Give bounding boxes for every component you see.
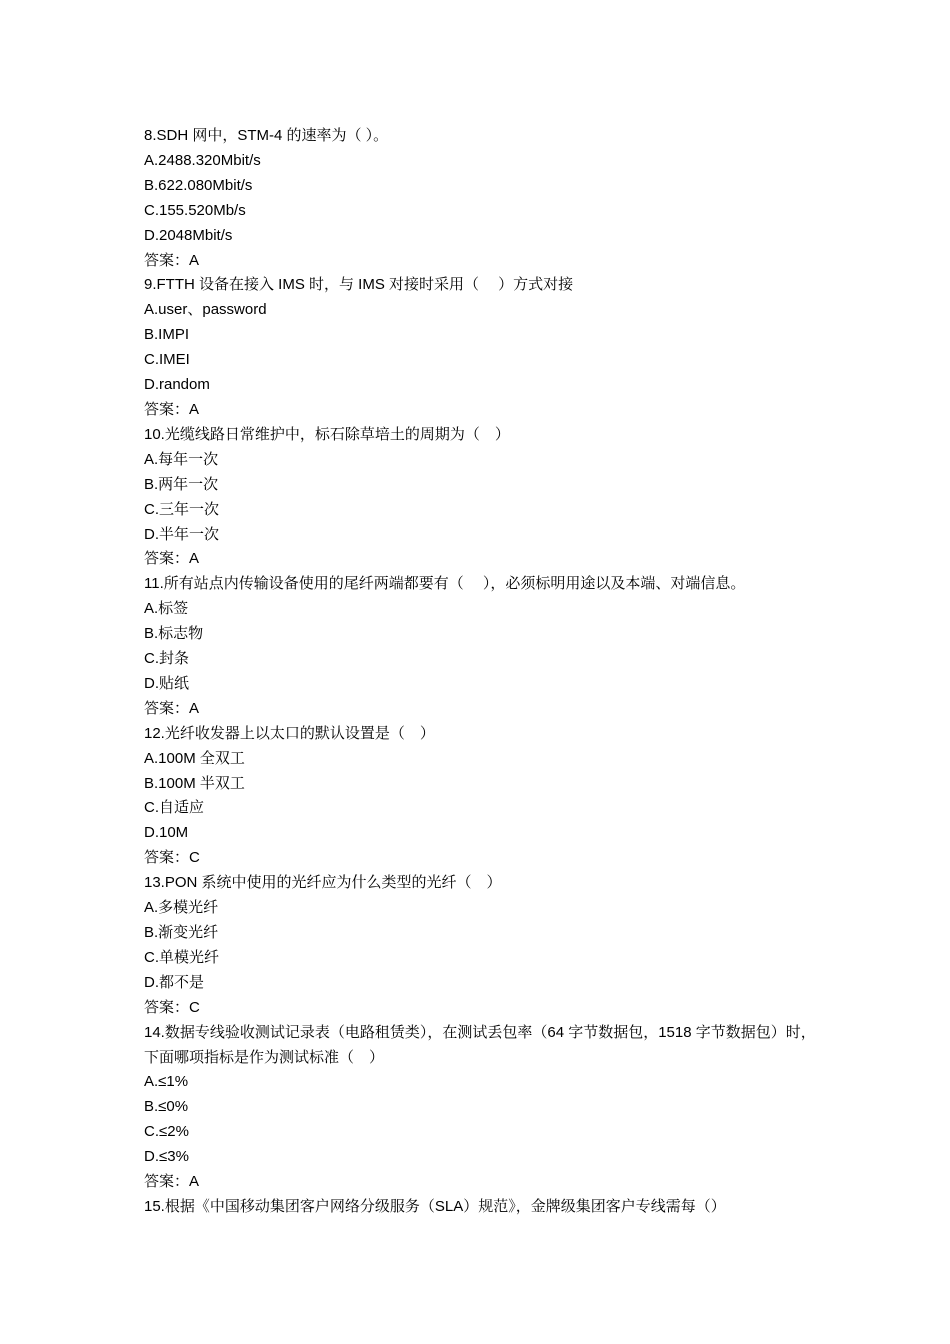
question-11-text: 11.所有站点内传输设备使用的尾纤两端都要有（ ），必须标明用途以及本端、对端信息。 (144, 575, 746, 593)
question-11-option-b: B.标志物 (144, 625, 204, 643)
question-10-option-d: D.半年一次 (144, 525, 220, 543)
question-14-option-a: A.≤1% (144, 1073, 189, 1091)
question-13-option-b: B.渐变光纤 (144, 924, 219, 941)
question-15-text: 15.根据《中国移动集团客户网络分级服务（SLA）规范》，金牌级集团客户专线需每（） (144, 1197, 726, 1215)
question-12-option-b: B.100M 半双工 (144, 774, 245, 792)
question-10-option-b: B.两年一次 (144, 475, 219, 493)
question-13-option-c: C.单模光纤 (144, 948, 220, 966)
question-14-text: 14.数据专线验收测试记录表（电路租赁类），在测试丢包率（64 字节数据包，1518 字节数据包）时，下面哪项指标是作为测试标准（ ） (144, 1023, 816, 1066)
question-10-answer: 答案：A (144, 550, 200, 568)
question-14-option-b: B.≤0% (144, 1098, 189, 1116)
question-10-text: 10.光缆线路日常维护中，标石除草培土的周期为（ ） (144, 425, 510, 443)
question-12-option-a: A.100M 全双工 (144, 749, 245, 767)
question-8-option-a: A.2488.320Mbit/s (144, 151, 261, 169)
question-14-option-c: C.≤2% (144, 1123, 189, 1141)
question-12-option-c: C.自适应 (144, 799, 205, 817)
question-13-text: 13.PON 系统中使用的光纤应为什么类型的光纤（ ） (144, 874, 502, 892)
question-12-answer: 答案：C (144, 849, 200, 867)
question-8-option-d: D.2048Mbit/s (144, 226, 233, 244)
question-11-option-a: A.标签 (144, 600, 189, 618)
question-10-option-c: C.三年一次 (144, 500, 220, 518)
question-13-option-a: A.多模光纤 (144, 899, 219, 917)
question-10-option-a: A.每年一次 (144, 450, 219, 468)
question-11-answer: 答案：A (144, 699, 200, 717)
question-13-option-d: D.都不是 (144, 973, 205, 991)
question-9-text: 9.FTTH 设备在接入 IMS 时，与 IMS 对接时采用（ ）方式对接 (144, 276, 574, 294)
question-8-option-c: C.155.520Mb/s (144, 201, 246, 219)
question-8-text: 8.SDH 网中，STM-4 的速率为（ ）。 (144, 127, 389, 144)
question-14-option-d: D.≤3% (144, 1148, 189, 1166)
question-12-text: 12.光纤收发器上以太口的默认设置是（ ） (144, 724, 435, 742)
question-9-answer: 答案：A (144, 400, 200, 418)
document-content (144, 124, 824, 1220)
question-11-option-c: C.封条 (144, 650, 190, 668)
question-11-option-d: D.贴纸 (144, 674, 190, 692)
question-12-option-d: D.10M (144, 824, 189, 842)
question-9-option-a: A.user、password (144, 301, 267, 319)
question-9-option-b: B.IMPI (144, 326, 190, 344)
question-8-option-b: B.622.080Mbit/s (144, 176, 253, 194)
question-14-answer: 答案：A (144, 1173, 200, 1191)
question-9-option-d: D.random (144, 376, 210, 394)
question-13-answer: 答案：C (144, 998, 200, 1016)
question-8-answer: 答案：A (144, 251, 200, 269)
question-9-option-c: C.IMEI (144, 351, 190, 369)
